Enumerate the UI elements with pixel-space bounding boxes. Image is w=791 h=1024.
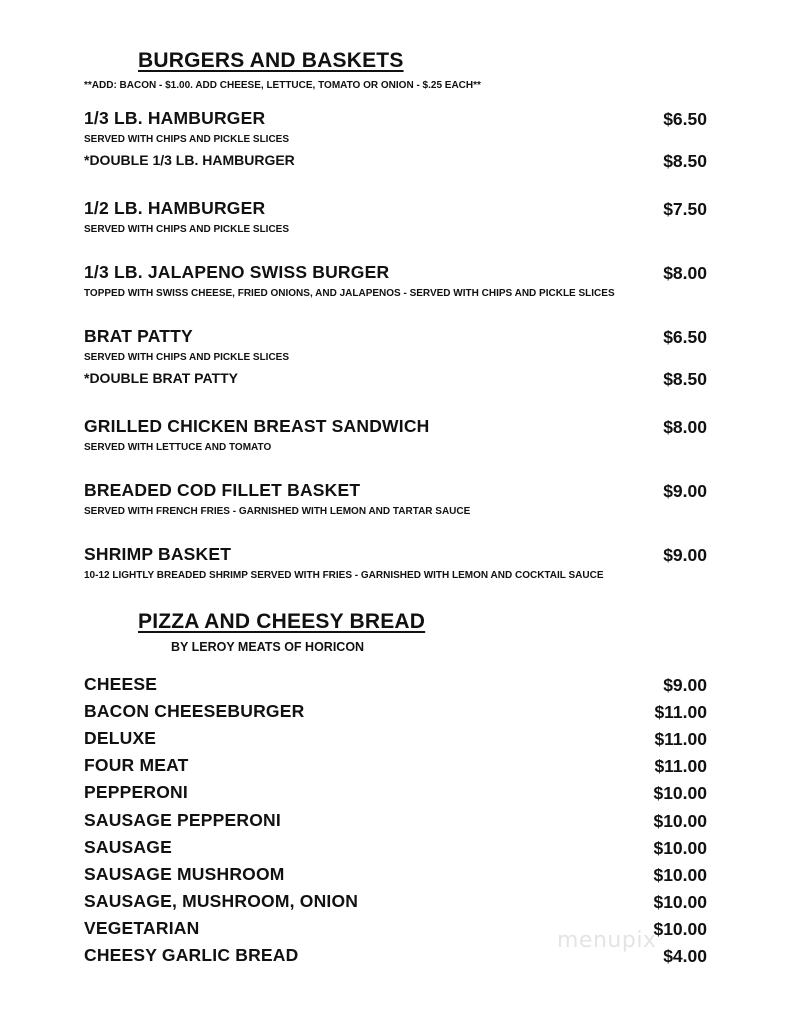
pizza-item-name: CHEESE <box>84 674 158 694</box>
pizza-item-price: $10.00 <box>653 783 707 803</box>
pizza-item-name: BACON CHEESEBURGER <box>84 701 305 721</box>
menu-item-desc: 10-12 LIGHTLY BREADED SHRIMP SERVED WITH FRIES - GARNISHED WITH LEMON AND COCKTAIL SAUCE <box>84 570 604 581</box>
menu-item-desc: SERVED WITH LETTUCE AND TOMATO <box>84 442 272 453</box>
addons-note: **ADD: BACON - $1.00. ADD CHEESE, LETTUCE, TOMATO OR ONION - $.25 EACH** <box>84 80 481 91</box>
pizza-item-name: SAUSAGE PEPPERONI <box>84 810 281 830</box>
pizza-item-name: CHEESY GARLIC BREAD <box>84 945 299 965</box>
section-byline: BY LEROY MEATS OF HORICON <box>171 640 365 654</box>
watermark-logo: menupix <box>557 928 657 953</box>
menu-item-name: 1/2 LB. HAMBURGER <box>84 198 266 218</box>
menu-item-name: BREADED COD FILLET BASKET <box>84 480 361 500</box>
pizza-item-price: $11.00 <box>654 702 707 722</box>
menu-item-price: $8.50 <box>663 369 707 389</box>
menu-item-price: $8.00 <box>663 263 707 283</box>
menu-item-desc: SERVED WITH CHIPS AND PICKLE SLICES <box>84 134 290 145</box>
menu-item-name: BRAT PATTY <box>84 326 193 346</box>
pizza-item-name: SAUSAGE, MUSHROOM, ONION <box>84 891 359 911</box>
menu-item-desc: TOPPED WITH SWISS CHEESE, FRIED ONIONS, AND JALAPENOS - SERVED WITH CHIPS AND PICKLE SLICES <box>84 288 615 299</box>
menu-item-name: SHRIMP BASKET <box>84 544 232 564</box>
menu-item-price: $9.00 <box>663 481 707 501</box>
pizza-item-price: $10.00 <box>653 919 707 939</box>
menu-item-desc: SERVED WITH CHIPS AND PICKLE SLICES <box>84 224 290 235</box>
pizza-item-name: FOUR MEAT <box>84 755 189 775</box>
pizza-item-name: PEPPERONI <box>84 782 188 802</box>
menu-item-name: *DOUBLE 1/3 LB. HAMBURGER <box>84 152 295 168</box>
menu-item-price: $6.50 <box>663 327 707 347</box>
section-title-burgers: BURGERS AND BASKETS <box>138 49 404 72</box>
pizza-item-name: SAUSAGE MUSHROOM <box>84 864 285 884</box>
pizza-item-price: $10.00 <box>653 892 707 912</box>
pizza-item-price: $10.00 <box>653 865 707 885</box>
menu-item-price: $8.50 <box>663 151 707 171</box>
section-title-pizza: PIZZA AND CHEESY BREAD <box>138 610 426 633</box>
pizza-item-price: $11.00 <box>654 729 707 749</box>
menu-item-price: $8.00 <box>663 417 707 437</box>
pizza-item-price: $4.00 <box>663 946 707 966</box>
menu-item-price: $6.50 <box>663 109 707 129</box>
pizza-item-price: $9.00 <box>663 675 707 695</box>
pizza-item-name: SAUSAGE <box>84 837 172 857</box>
menu-item-price: $7.50 <box>663 199 707 219</box>
menu-item-name: *DOUBLE BRAT PATTY <box>84 370 238 386</box>
menu-item-desc: SERVED WITH CHIPS AND PICKLE SLICES <box>84 352 290 363</box>
pizza-item-price: $10.00 <box>653 838 707 858</box>
pizza-item-price: $11.00 <box>654 756 707 776</box>
pizza-item-price: $10.00 <box>653 811 707 831</box>
menu-item-desc: SERVED WITH FRENCH FRIES - GARNISHED WITH LEMON AND TARTAR SAUCE <box>84 506 471 517</box>
menu-item-name: GRILLED CHICKEN BREAST SANDWICH <box>84 416 430 436</box>
menu-item-price: $9.00 <box>663 545 707 565</box>
pizza-item-name: VEGETARIAN <box>84 918 200 938</box>
menu-item-name: 1/3 LB. HAMBURGER <box>84 108 266 128</box>
menu-item-name: 1/3 LB. JALAPENO SWISS BURGER <box>84 262 390 282</box>
pizza-item-name: DELUXE <box>84 728 157 748</box>
